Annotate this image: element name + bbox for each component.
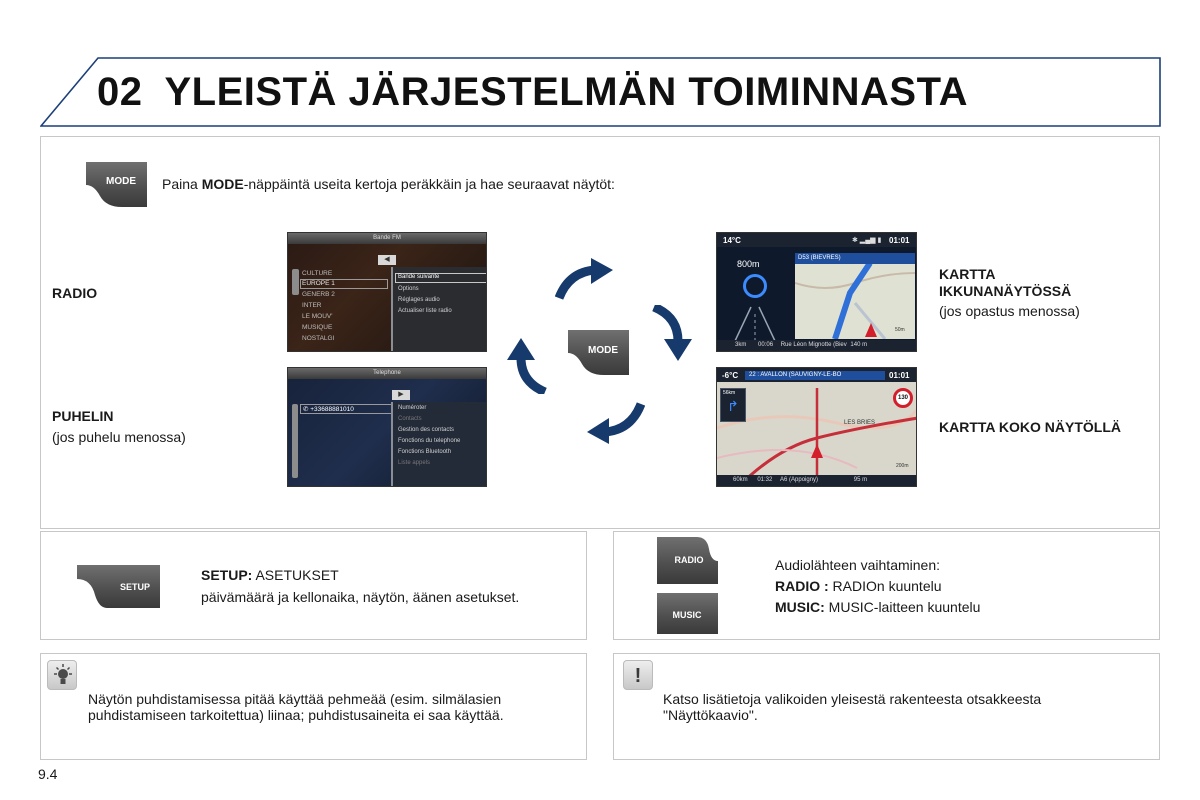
exclamation-icon: ! — [623, 660, 653, 690]
map-window-status-bar — [717, 233, 916, 247]
place-name: LES BRIES — [844, 420, 876, 426]
tip-lightbulb-icon — [47, 660, 77, 690]
setup-key-label: SETUP — [119, 582, 150, 592]
phone-screen-title: Telephone — [288, 368, 486, 379]
cycle-arrow-top-icon — [555, 258, 615, 302]
map-scale: 50m — [895, 327, 905, 333]
turn-indicator-distance: 56km — [723, 390, 736, 396]
radio-label: RADIO — [52, 285, 98, 301]
audio-music-bold: MUSIC: — [775, 599, 825, 615]
tip-text-line-2: puhdistamiseen tarkoitettua) liinaa; puhdistusaineita ei saa käyttää. — [88, 707, 504, 723]
chapter-number: 02 — [97, 70, 143, 114]
page-number: 9.4 — [38, 766, 58, 782]
audio-radio-line — [775, 578, 942, 595]
temperature: -6°C — [722, 371, 739, 380]
option-item: Contacts — [398, 416, 422, 422]
option-item: Fonctions Bluetooth — [398, 449, 452, 455]
next-distance: 140 m — [850, 342, 868, 348]
map-window-label-2: IKKUNANÄYTÖSSÄ — [939, 283, 1072, 299]
radio-options-panel — [391, 267, 487, 352]
option-item: Numéroter — [398, 405, 427, 411]
chapter-title — [97, 70, 968, 115]
map-window-screen — [716, 232, 917, 352]
forward-arrow-icon: ▶ — [392, 390, 410, 400]
station-item: CULTURE — [302, 270, 333, 277]
option-item: Bande suivante — [398, 274, 440, 280]
chapter-title-text: YLEISTÄ JÄRJESTELMÄN TOIMINNASTA — [164, 70, 968, 114]
map-full-screen — [716, 367, 917, 487]
radio-list-scrollbar — [292, 269, 299, 295]
speed-limit-sign: 130 — [893, 388, 913, 408]
option-item: Actualiser liste radio — [398, 308, 452, 314]
intro-prefix: Paina — [162, 176, 202, 192]
remaining-time: 01:32 — [757, 477, 773, 483]
station-item: LE MOUV' — [302, 313, 333, 320]
setup-title — [201, 567, 339, 584]
station-item: INTER — [302, 302, 322, 309]
setup-description: päivämäärä ja kellonaika, näytön, äänen asetukset. — [201, 589, 520, 605]
road-name: D53 (BIEVRES) — [795, 253, 915, 264]
clock: 01:01 — [889, 236, 910, 245]
tip-text-line-1: Näytön puhdistamisessa pitää käyttää pehmeää (esim. silmälasien — [88, 691, 502, 707]
current-street: A6 (Appoigny) — [780, 477, 819, 483]
cycle-arrow-left-icon — [507, 336, 551, 394]
note-text-line-2: "Näyttökaavio". — [663, 707, 758, 723]
map-window-note: (jos opastus menossa) — [939, 303, 1080, 319]
remaining-time: 00:06 — [758, 342, 774, 348]
radio-screen-title: Bande FM — [288, 233, 486, 244]
station-item: GENERB 2 — [302, 291, 335, 298]
turn-indicator — [720, 388, 746, 422]
radio-screen — [287, 232, 487, 352]
map-window-label-1: KARTTA — [939, 266, 996, 282]
note-text-line-1: Katso lisätietoja valikoiden yleisestä rakenteesta otsakkeesta — [663, 691, 1042, 707]
phone-screen — [287, 367, 487, 487]
remaining-distance: 60km — [733, 477, 748, 483]
mode-key-label: MODE — [106, 176, 136, 187]
map-scale: 200m — [896, 463, 909, 469]
phone-options-panel — [391, 402, 487, 487]
cycle-arrow-right-icon — [648, 305, 692, 363]
roundabout-icon — [743, 274, 767, 298]
option-item: Options — [398, 286, 419, 292]
music-key-label: MUSIC — [672, 610, 702, 620]
lane-guide-icon — [725, 305, 785, 341]
turn-arrow-icon: ↱ — [727, 398, 739, 414]
cycle-arrow-bottom-icon — [585, 402, 645, 444]
intro-suffix: -näppäintä useita kertoja peräkkäin ja hae seuraavat näytöt: — [243, 176, 615, 192]
clock: 01:01 — [889, 371, 910, 380]
intro-text — [162, 176, 615, 193]
remaining-distance: 3km — [735, 342, 747, 348]
audio-music-rest: MUSIC-laitteen kuuntelu — [824, 599, 981, 615]
map-full-roads — [717, 368, 917, 487]
turn-distance: 800m — [737, 259, 760, 269]
temperature: 14°C — [723, 236, 741, 245]
phone-list-scrollbar — [292, 404, 298, 478]
phone-note: (jos puhelu menossa) — [52, 429, 186, 445]
option-item: Fonctions du telephone — [398, 438, 461, 444]
map-full-label: KARTTA KOKO NÄYTÖLLÄ — [939, 419, 1121, 435]
map-full-bottom-bar — [717, 475, 916, 486]
setup-title-bold: SETUP: — [201, 567, 253, 583]
next-distance: 95 m — [853, 477, 868, 483]
option-item: Gestion des contacts — [398, 427, 455, 433]
radio-key-label: RADIO — [674, 555, 704, 565]
audio-radio-bold: RADIO : — [775, 578, 829, 594]
audio-music-line — [775, 599, 980, 616]
map-window-bottom-bar — [717, 340, 916, 351]
intro-mode-bold: MODE — [201, 176, 244, 192]
audio-intro: Audiolähteen vaihtaminen: — [775, 557, 941, 573]
phone-label: PUHELIN — [52, 408, 114, 424]
station-item: MUSIQUE — [302, 324, 333, 331]
signal-icon: ✱ ▂▄▆ ▮ — [852, 237, 882, 244]
center-mode-key-label: MODE — [588, 345, 618, 356]
phone-number: ✆ +33688881010 — [303, 406, 354, 413]
phone-number-text: +33688881010 — [310, 406, 354, 413]
option-item: Réglages audio — [398, 297, 440, 303]
road-name: 22 : AVALLON (SAUVIGNY-LE-BO — [745, 371, 885, 380]
audio-radio-rest: RADIOn kuuntelu — [828, 578, 942, 594]
station-item: EUROPE 1 — [302, 280, 335, 287]
station-item: NOSTALGI — [302, 335, 335, 342]
back-arrow-icon: ◀ — [378, 255, 396, 265]
option-item: Liste appels — [398, 460, 431, 466]
setup-title-rest: ASETUKSET — [252, 567, 339, 583]
current-street: Rue Léon Mignotte (Biev — [780, 342, 847, 348]
